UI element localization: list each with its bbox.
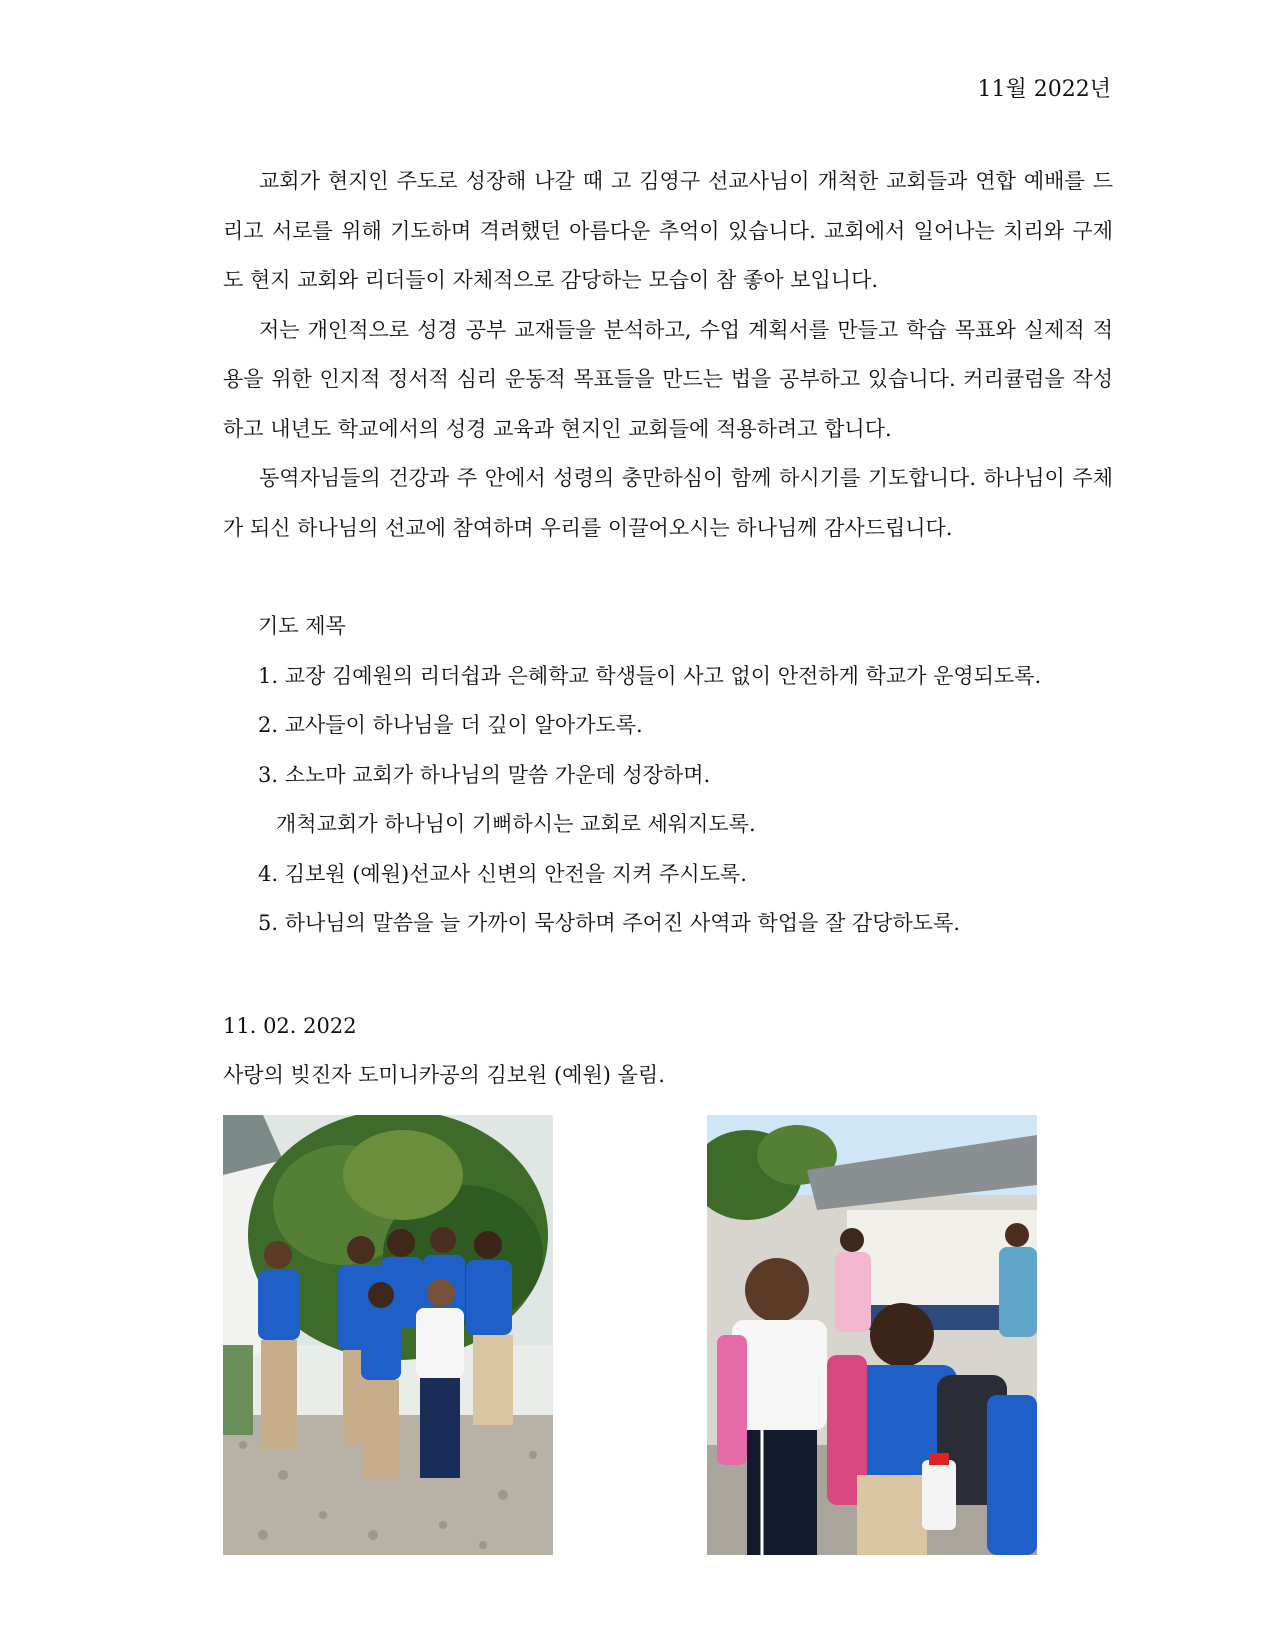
photo-children-group-image	[223, 1115, 553, 1555]
prayer-title: 기도 제목	[258, 614, 346, 638]
signature-line: 사랑의 빚진자 도미니카공의 김보원 (예원) 올림.	[223, 1063, 665, 1087]
prayer-item-4: 4. 김보원 (예원)선교사 신변의 안전을 지켜 주시도록.	[258, 861, 747, 886]
prayer-item-3-continued: 개척교회가 하나님이 기뻐하시는 교회로 세워지도록.	[276, 812, 756, 836]
body-paragraph-2: 저는 개인적으로 성경 공부 교재들을 분석하고, 수업 계획서를 만들고 학습 목표와 실제적 적용을 위한 인지적 정서적 심리 운동적 목표들을 만드는 법을 공부하고 있습니다. 커리큘럼을 작성하고 내년도 학교에서의 성경 교육과 현지인 교회들에 적용하려고 합니다.	[223, 317, 1113, 441]
letter-body	[223, 157, 1113, 553]
photo-children-group	[223, 1115, 553, 1555]
prayer-item-5: 5. 하나님의 말씀을 늘 가까이 묵상하며 주어진 사역과 학업을 잘 감당하도록.	[258, 911, 961, 935]
prayer-list	[258, 602, 1041, 949]
photo-children-praying	[707, 1115, 1037, 1555]
signature-block	[223, 1002, 665, 1100]
prayer-item-3: 3. 소노마 교회가 하나님의 말씀 가운데 성장하며.	[258, 762, 711, 787]
photo-children-praying-image	[707, 1115, 1037, 1555]
body-paragraph-1: 교회가 현지인 주도로 성장해 나갈 때 고 김영구 선교사님이 개척한 교회들과 연합 예배를 드리고 서로를 위해 기도하며 격려했던 아름다운 추억이 있습니다. 교회에서 일어나는 치리와 구제도 현지 교회와 리더들이 자체적으로 감당하는 모습이 참 좋아 보입니다.	[223, 169, 1113, 292]
prayer-item-2: 2. 교사들이 하나님을 더 깊이 알아가도록.	[258, 713, 643, 737]
body-paragraph-3: 동역자님들의 건강과 주 안에서 성령의 충만하심이 함께 하시기를 기도합니다. 하나님이 주체가 되신 하나님의 선교에 참여하며 우리를 이끌어오시는 하나님께 감사드립니다.	[223, 466, 1113, 540]
header-date: 11월 2022년	[977, 77, 1111, 102]
prayer-item-1: 1. 교장 김예원의 리더쉽과 은혜학교 학생들이 사고 없이 안전하게 학교가 운영되도록.	[258, 663, 1042, 688]
signature-date: 11. 02. 2022	[223, 1014, 357, 1038]
